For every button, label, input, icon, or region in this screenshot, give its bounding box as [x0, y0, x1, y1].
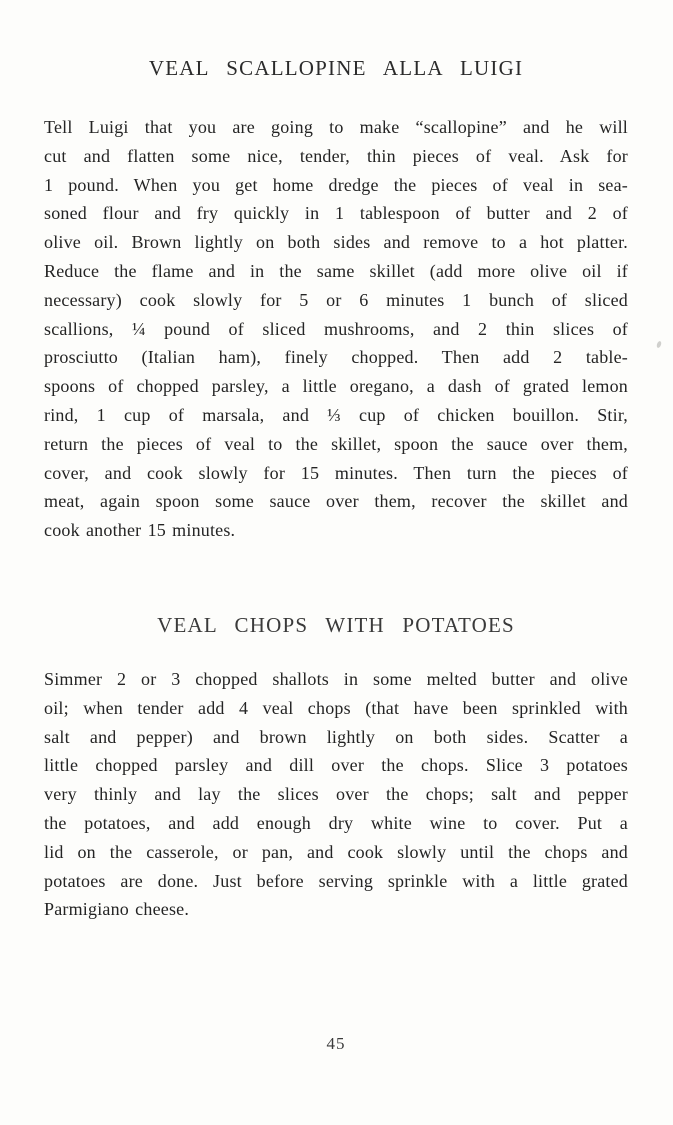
text-line: oil; when tender add 4 veal chops (that have been sprinkled with [44, 697, 628, 718]
text-line: cut and flatten some nice, tender, thin pieces of veal. Ask for [44, 145, 628, 166]
recipe-section-veal-scallopine [44, 54, 628, 545]
text-line: prosciutto (Italian ham), finely chopped. Then add 2 table- [44, 347, 628, 368]
scan-speck [656, 341, 662, 349]
text-line: cook another 15 minutes. [44, 520, 236, 541]
recipe-title: VEAL CHOPS WITH POTATOES [157, 612, 515, 637]
text-line: return the pieces of veal to the skillet, spoon the sauce over them, [44, 433, 628, 454]
text-line: 1 pound. When you get home dredge the pieces of veal in sea- [44, 174, 628, 195]
recipe-paragraph [44, 113, 628, 545]
text-line: meat, again spoon some sauce over them, recover the skillet and [44, 491, 628, 512]
text-line: soned flour and fry quickly in 1 tablespoon of butter and 2 of [44, 203, 628, 224]
text-line: olive oil. Brown lightly on both sides and remove to a hot platter. [44, 232, 628, 253]
text-line: Parmigiano cheese. [44, 899, 190, 920]
text-line: Tell Luigi that you are going to make “scallopine” and he will [44, 117, 628, 137]
text-line: rind, 1 cup of marsala, and ⅓ cup of chicken bouillon. Stir, [44, 404, 628, 425]
text-line: lid on the casserole, or pan, and cook slowly until the chops and [44, 841, 628, 862]
recipe-paragraph [44, 665, 628, 924]
recipe-section-veal-chops [44, 611, 628, 924]
text-line: potatoes are done. Just before serving sprinkle with a little grated [44, 870, 628, 891]
text-line: Simmer 2 or 3 chopped shallots in some melted butter and olive [44, 668, 628, 689]
text-line: scallions, ¼ pound of sliced mushrooms, and 2 thin slices of [44, 318, 628, 339]
text-line: spoons of chopped parsley, a little oregano, a dash of grated lemon [44, 376, 628, 397]
recipe-title: VEAL SCALLOPINE ALLA LUIGI [148, 56, 524, 80]
text-line: salt and pepper) and brown lightly on both sides. Scatter a [44, 726, 628, 747]
page-number: 45 [326, 1034, 346, 1054]
text-line: cover, and cook slowly for 15 minutes. Then turn the pieces of [44, 462, 628, 483]
text-line: little chopped parsley and dill over the chops. Slice 3 potatoes [44, 755, 628, 776]
text-line: necessary) cook slowly for 5 or 6 minutes 1 bunch of sliced [44, 289, 628, 310]
text-line: Reduce the flame and in the same skillet (add more olive oil if [44, 260, 628, 281]
text-line: very thinly and lay the slices over the chops; salt and pepper [44, 784, 628, 805]
text-line: the potatoes, and add enough dry white wine to cover. Put a [44, 812, 628, 833]
